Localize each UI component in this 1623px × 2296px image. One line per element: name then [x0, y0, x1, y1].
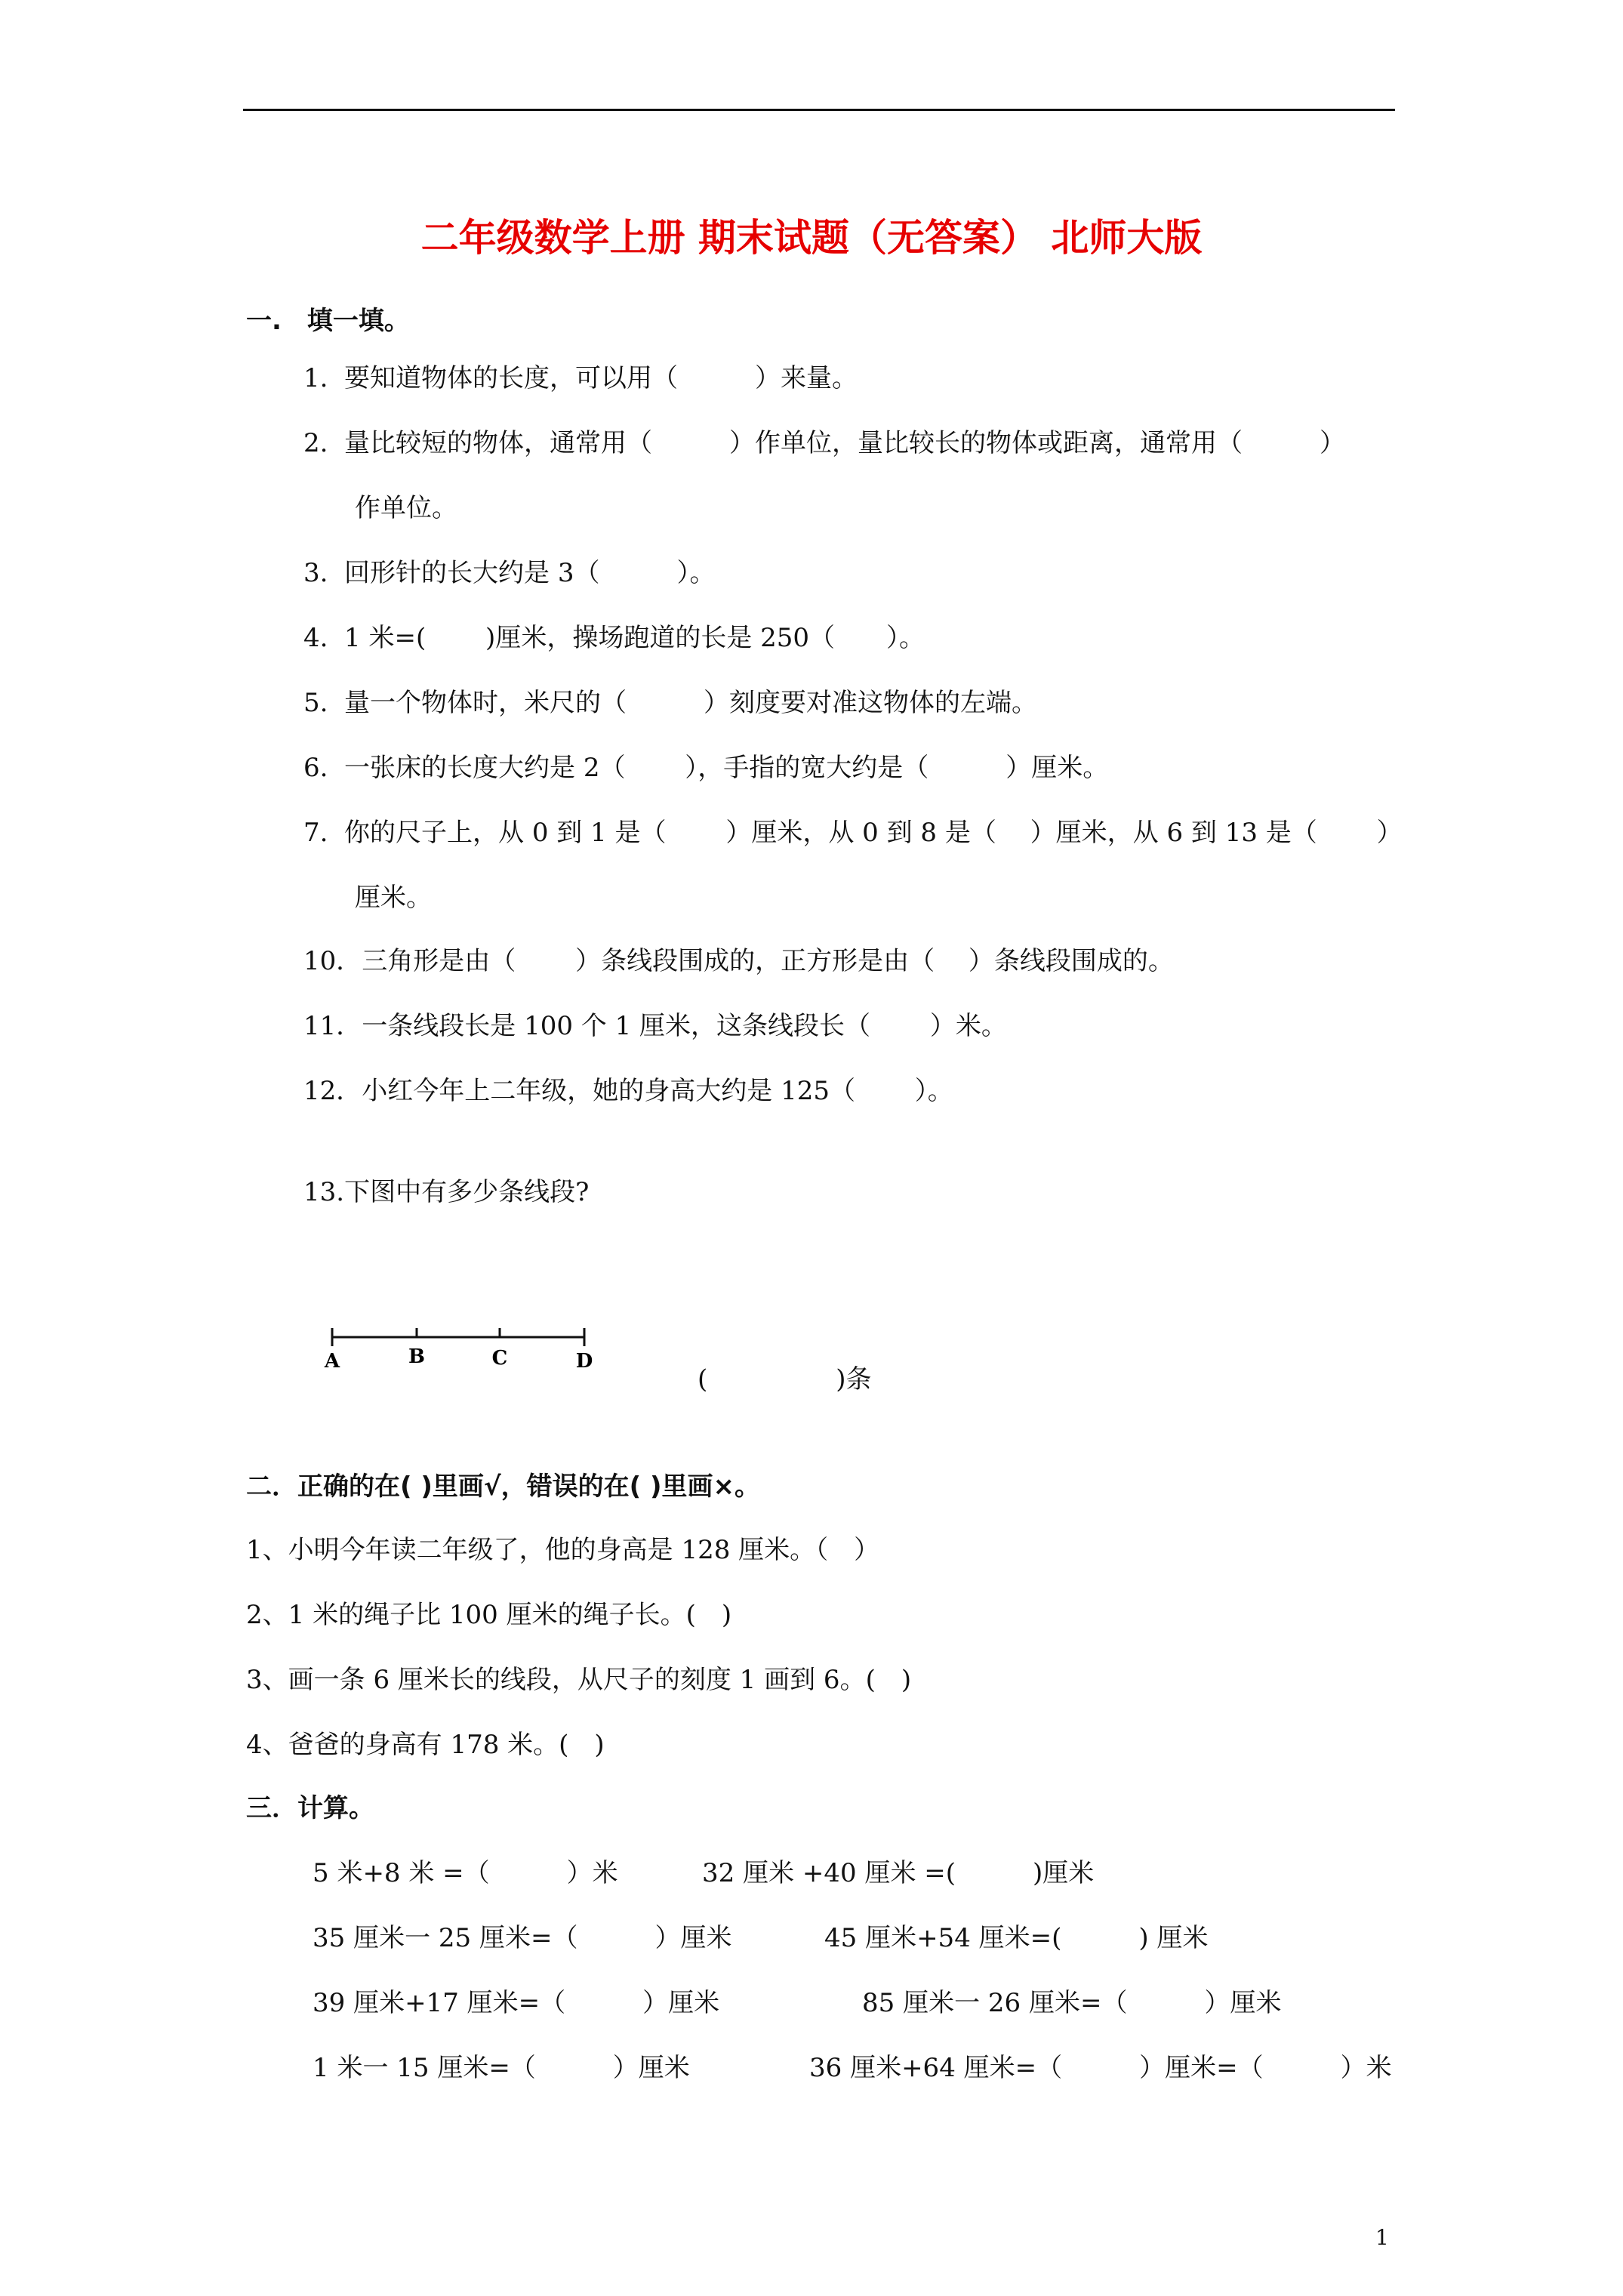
header-rule [243, 109, 1395, 111]
calc-row-3-left: 39 厘米+17 厘米=（ ）厘米 [313, 1988, 720, 2018]
question-1: 1. 要知道物体的长度，可以用（ ）来量。 [303, 363, 858, 393]
point-label-d: D [575, 1350, 593, 1373]
question-2: 2. 量比较短的物体，通常用（ ）作单位，量比较长的物体或距离，通常用（ ） [303, 428, 1346, 458]
section-1-heading: 一. 填一填。 [246, 306, 410, 336]
calc-row-1-left: 5 米+8 米 =（ ）米 [313, 1858, 618, 1888]
question-5: 5. 量一个物体时，米尺的（ ）刻度要对准这物体的左端。 [303, 688, 1038, 718]
point-label-b: B [408, 1345, 425, 1368]
calc-row-4-right: 36 厘米+64 厘米=（ ）厘米=（ ）米 [809, 2053, 1392, 2083]
section-2-heading: 二．正确的在( )里画√，错误的在( )里画×。 [246, 1472, 760, 1502]
calc-row-2-right: 45 厘米+54 厘米=( ) 厘米 [824, 1923, 1209, 1953]
judge-item-1: 1、小明今年读二年级了，他的身高是 128 厘米。（ ） [246, 1535, 880, 1565]
question-13: 13.下图中有多少条线段? [303, 1177, 590, 1207]
question-12: 12．小红今年上二年级，她的身高大约是 125（ ）。 [303, 1076, 953, 1106]
question-2-continued: 作单位。 [355, 493, 457, 523]
page-title: 二年级数学上册 期末试题（无答案） 北师大版 [420, 216, 1203, 260]
judge-item-2: 2、1 米的绳子比 100 厘米的绳子长。( ) [246, 1600, 732, 1630]
judge-item-4: 4、爸爸的身高有 178 米。( ) [246, 1730, 605, 1760]
question-10: 10．三角形是由（ ）条线段围成的，正方形是由（ ）条线段围成的。 [303, 946, 1174, 976]
page-number: 1 [1375, 2225, 1389, 2250]
question-7: 7. 你的尺子上，从 0 到 1 是（ ）厘米，从 0 到 8 是（ ）厘米，从 6 到 13 是（ ） [303, 818, 1403, 848]
figure-answer-blank: ( )条 [698, 1364, 872, 1395]
point-label-a: A [324, 1350, 340, 1373]
calc-row-1-right: 32 厘米 +40 厘米 =( )厘米 [702, 1858, 1095, 1888]
line-segment-figure [316, 1310, 602, 1378]
question-3: 3. 回形针的长大约是 3（ ）。 [303, 558, 716, 588]
question-11: 11．一条线段长是 100 个 1 厘米，这条线段长（ ）米。 [303, 1011, 1007, 1041]
section-3-heading: 三．计算。 [246, 1793, 374, 1823]
point-label-c: C [491, 1347, 508, 1370]
calc-row-4-left: 1 米一 15 厘米=（ ）厘米 [313, 2053, 690, 2083]
calc-row-3-right: 85 厘米一 26 厘米=（ ）厘米 [862, 1988, 1282, 2018]
question-4: 4. 1 米=( )厘米，操场跑道的长是 250（ ）。 [303, 623, 925, 653]
judge-item-3: 3、画一条 6 厘米长的线段，从尺子的刻度 1 画到 6。( ) [246, 1665, 912, 1695]
question-6: 6. 一张床的长度大约是 2（ ），手指的宽大约是（ ）厘米。 [303, 753, 1109, 783]
calc-row-2-left: 35 厘米一 25 厘米=（ ）厘米 [313, 1923, 732, 1953]
question-7-continued: 厘米。 [355, 883, 432, 913]
